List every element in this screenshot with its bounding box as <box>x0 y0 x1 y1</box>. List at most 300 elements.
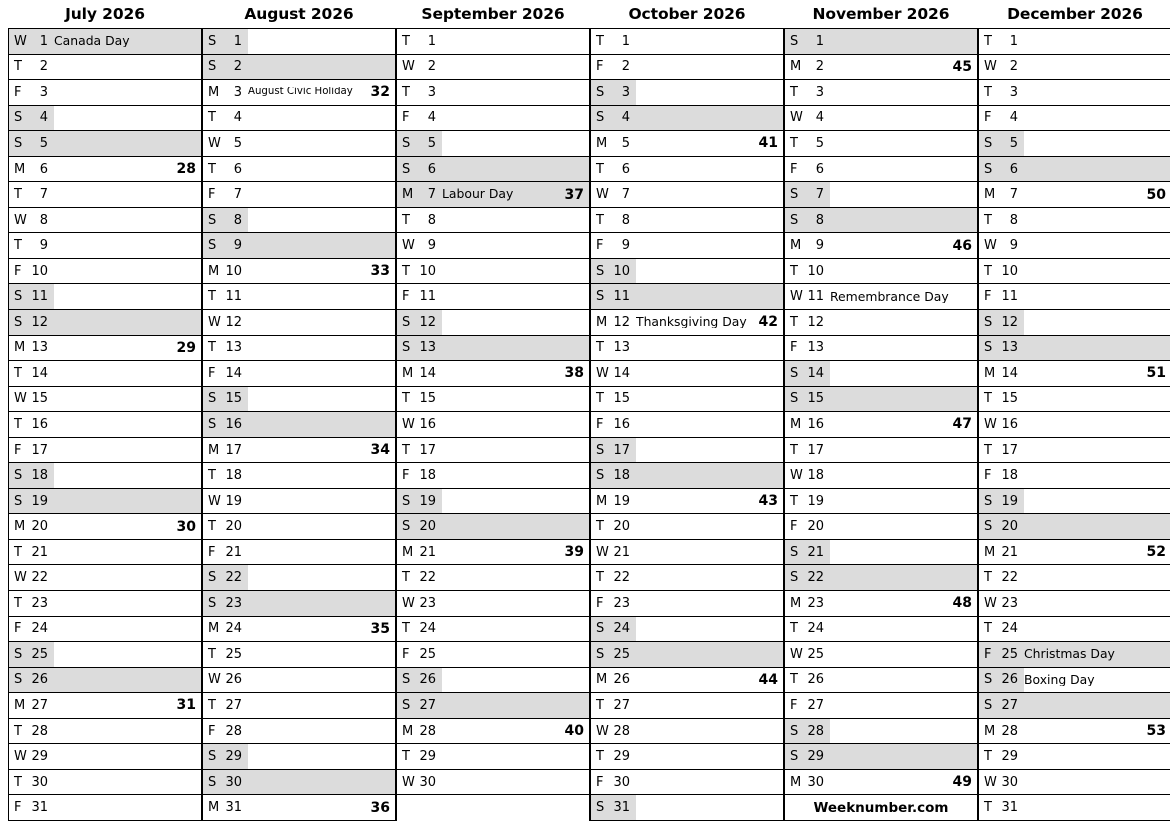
weekday-letter: S <box>208 391 217 407</box>
day-number: 18 <box>225 468 242 484</box>
day-row[interactable] <box>591 80 783 106</box>
day-row[interactable] <box>979 80 1170 106</box>
day-row[interactable] <box>397 182 589 208</box>
day-row[interactable] <box>203 157 395 183</box>
day-row[interactable] <box>591 514 783 540</box>
holiday-label: Canada Day <box>54 35 130 48</box>
day-row[interactable] <box>397 361 589 387</box>
weekday-letter: T <box>790 84 798 100</box>
day-row[interactable] <box>591 642 783 668</box>
day-row[interactable] <box>203 438 395 464</box>
day-row[interactable] <box>591 744 783 770</box>
day-row[interactable] <box>979 131 1170 157</box>
day-row[interactable] <box>785 744 977 770</box>
day-row[interactable] <box>979 412 1170 438</box>
day-row[interactable] <box>785 540 977 566</box>
day-row[interactable] <box>9 208 201 234</box>
day-row[interactable] <box>591 55 783 81</box>
day-row[interactable] <box>203 80 395 106</box>
day-row[interactable] <box>591 157 783 183</box>
day-row[interactable] <box>9 233 201 259</box>
weekday-letter: M <box>402 723 414 739</box>
day-row[interactable] <box>785 361 977 387</box>
day-row[interactable] <box>9 157 201 183</box>
day-row[interactable] <box>397 55 589 81</box>
day-row[interactable] <box>591 693 783 719</box>
day-cell-content <box>203 233 395 258</box>
day-row[interactable] <box>203 795 395 821</box>
day-number: 13 <box>807 340 824 356</box>
day-row[interactable] <box>591 770 783 796</box>
day-number: 24 <box>807 621 824 637</box>
day-row[interactable] <box>591 438 783 464</box>
day-row[interactable] <box>785 770 977 796</box>
day-cell-content <box>591 233 783 258</box>
day-row[interactable] <box>203 514 395 540</box>
day-row[interactable] <box>785 719 977 745</box>
weekday-letter: W <box>984 238 997 254</box>
day-row[interactable] <box>979 540 1170 566</box>
day-cell-content <box>591 80 783 105</box>
day-row[interactable] <box>9 361 201 387</box>
day-row[interactable] <box>979 157 1170 183</box>
day-cell-content <box>979 310 1170 335</box>
day-row[interactable] <box>591 540 783 566</box>
weekday-letter: T <box>402 84 410 100</box>
day-row[interactable] <box>785 514 977 540</box>
day-row[interactable] <box>9 284 201 310</box>
day-row[interactable] <box>397 770 589 796</box>
month-column <box>978 0 1170 821</box>
day-cell-content <box>397 412 589 437</box>
day-row[interactable] <box>203 361 395 387</box>
days-grid <box>396 28 590 821</box>
day-row[interactable] <box>397 284 589 310</box>
day-row[interactable] <box>979 182 1170 208</box>
day-row[interactable] <box>979 668 1170 694</box>
day-row[interactable] <box>397 489 589 515</box>
day-cell-content <box>591 412 783 437</box>
day-cell-content <box>9 157 201 182</box>
weekday-letter: T <box>208 289 216 305</box>
day-row[interactable] <box>979 438 1170 464</box>
day-row[interactable] <box>9 438 201 464</box>
day-row[interactable] <box>397 463 589 489</box>
day-row[interactable] <box>979 489 1170 515</box>
day-row[interactable] <box>203 591 395 617</box>
day-row[interactable] <box>591 489 783 515</box>
day-row[interactable] <box>591 106 783 132</box>
day-row[interactable] <box>785 489 977 515</box>
day-row[interactable] <box>591 565 783 591</box>
day-number: 24 <box>1001 621 1018 637</box>
day-row[interactable] <box>203 208 395 234</box>
day-row[interactable] <box>785 284 977 310</box>
day-number: 9 <box>815 238 824 254</box>
day-row[interactable] <box>9 565 201 591</box>
holiday-label: Boxing Day <box>1024 673 1095 687</box>
day-number: 14 <box>419 365 436 381</box>
day-row[interactable] <box>9 387 201 413</box>
weeknumber-credit: Weeknumber.com <box>785 795 977 821</box>
day-cell-content <box>397 617 589 642</box>
day-row[interactable] <box>397 514 589 540</box>
day-row[interactable] <box>9 412 201 438</box>
day-row[interactable] <box>979 719 1170 745</box>
weekday-letter: W <box>596 365 609 381</box>
holiday-label: Remembrance Day <box>830 290 949 303</box>
day-cell-content <box>979 387 1170 412</box>
day-cell-content <box>785 540 977 565</box>
day-row[interactable] <box>591 182 783 208</box>
day-row[interactable] <box>9 540 201 566</box>
day-row[interactable] <box>9 489 201 515</box>
day-cell-content <box>591 489 783 514</box>
day-row[interactable] <box>9 29 201 55</box>
day-number: 25 <box>225 646 242 662</box>
day-number: 4 <box>427 110 436 126</box>
day-row[interactable] <box>979 770 1170 796</box>
week-number: 47 <box>952 416 972 433</box>
day-cell-content <box>203 310 395 335</box>
day-row[interactable] <box>785 259 977 285</box>
day-row[interactable] <box>591 310 783 336</box>
weekday-letter: T <box>14 774 22 790</box>
day-row[interactable] <box>9 259 201 285</box>
weekday-letter: T <box>14 416 22 432</box>
weekday-letter: W <box>402 416 415 432</box>
weekday-letter: S <box>984 493 993 509</box>
day-row[interactable] <box>591 233 783 259</box>
day-row[interactable] <box>591 463 783 489</box>
day-number: 17 <box>1001 442 1018 458</box>
weekday-letter: F <box>14 442 22 458</box>
day-row[interactable] <box>979 259 1170 285</box>
day-row[interactable] <box>397 387 589 413</box>
weekday-letter: W <box>14 33 27 49</box>
day-row[interactable] <box>785 642 977 668</box>
day-row[interactable] <box>203 617 395 643</box>
day-row[interactable] <box>979 106 1170 132</box>
day-row[interactable] <box>203 719 395 745</box>
month-column <box>396 0 590 821</box>
day-row[interactable] <box>397 157 589 183</box>
day-row[interactable] <box>785 157 977 183</box>
day-number: 27 <box>419 697 436 713</box>
day-row[interactable] <box>203 540 395 566</box>
day-cell-content <box>979 29 1170 54</box>
day-cell-content <box>203 55 395 80</box>
day-cell-content <box>397 387 589 412</box>
day-number: 2 <box>1009 59 1018 75</box>
day-row[interactable] <box>979 591 1170 617</box>
day-number: 20 <box>31 519 48 535</box>
weekday-letter: F <box>984 289 992 305</box>
day-number: 16 <box>419 416 436 432</box>
day-number: 13 <box>225 340 242 356</box>
week-number: 52 <box>1146 544 1166 561</box>
day-row[interactable] <box>785 617 977 643</box>
day-row[interactable] <box>785 55 977 81</box>
weekday-letter: S <box>14 135 23 151</box>
weekday-letter: T <box>790 135 798 151</box>
day-row[interactable] <box>591 412 783 438</box>
day-row[interactable] <box>397 744 589 770</box>
day-row[interactable] <box>397 233 589 259</box>
day-cell-content <box>397 438 589 463</box>
day-cell-content <box>591 157 783 182</box>
weekday-letter: T <box>984 749 992 765</box>
weekday-letter: S <box>14 468 23 484</box>
day-row[interactable] <box>397 29 589 55</box>
day-row[interactable] <box>979 29 1170 55</box>
day-row[interactable] <box>203 565 395 591</box>
day-row[interactable] <box>9 642 201 668</box>
weekday-letter: S <box>984 697 993 713</box>
day-cell-content <box>397 29 589 54</box>
weekday-letter: S <box>790 723 799 739</box>
weekday-letter: M <box>984 544 996 560</box>
weekday-letter: F <box>596 59 604 75</box>
day-cell-content <box>979 336 1170 361</box>
day-row[interactable] <box>397 565 589 591</box>
week-number: 41 <box>758 135 778 152</box>
day-row[interactable] <box>785 412 977 438</box>
day-row[interactable] <box>979 463 1170 489</box>
day-row[interactable] <box>979 361 1170 387</box>
day-row[interactable] <box>397 131 589 157</box>
day-cell-content <box>397 106 589 131</box>
day-row[interactable] <box>9 55 201 81</box>
day-number: 30 <box>31 774 48 790</box>
weekday-letter: W <box>14 749 27 765</box>
day-cell-content <box>591 182 783 207</box>
day-number: 26 <box>613 672 630 688</box>
day-row[interactable] <box>203 310 395 336</box>
day-row[interactable] <box>785 310 977 336</box>
day-row[interactable] <box>591 29 783 55</box>
day-row[interactable] <box>9 182 201 208</box>
day-number: 21 <box>31 544 48 560</box>
day-row[interactable] <box>785 387 977 413</box>
day-row[interactable] <box>785 233 977 259</box>
day-row[interactable] <box>785 693 977 719</box>
day-row[interactable] <box>785 80 977 106</box>
day-row[interactable] <box>591 668 783 694</box>
day-row[interactable] <box>979 642 1170 668</box>
day-row[interactable] <box>979 310 1170 336</box>
day-row[interactable] <box>979 336 1170 362</box>
weekday-letter: T <box>402 442 410 458</box>
day-row[interactable] <box>397 617 589 643</box>
day-number: 1 <box>233 33 242 49</box>
day-row[interactable] <box>979 233 1170 259</box>
day-row[interactable] <box>397 208 589 234</box>
day-row[interactable] <box>785 131 977 157</box>
day-row[interactable] <box>203 642 395 668</box>
day-row[interactable] <box>591 591 783 617</box>
day-cell-content <box>9 208 201 233</box>
day-number: 20 <box>225 519 242 535</box>
weekday-letter: S <box>402 697 411 713</box>
day-cell-content <box>397 284 589 309</box>
months-row <box>8 0 1166 821</box>
day-row[interactable] <box>397 259 589 285</box>
day-row[interactable] <box>397 540 589 566</box>
day-row[interactable] <box>785 668 977 694</box>
day-cell-content <box>979 284 1170 309</box>
day-cell-content <box>397 55 589 80</box>
day-row[interactable] <box>9 617 201 643</box>
day-row[interactable] <box>591 284 783 310</box>
day-number: 11 <box>31 289 48 305</box>
day-cell-content <box>979 361 1170 386</box>
day-row[interactable] <box>9 106 201 132</box>
day-row[interactable] <box>9 310 201 336</box>
day-row[interactable] <box>785 208 977 234</box>
weekday-letter: F <box>14 800 22 816</box>
day-row[interactable] <box>203 744 395 770</box>
day-row[interactable] <box>591 795 783 821</box>
day-row[interactable] <box>203 770 395 796</box>
day-row[interactable] <box>9 131 201 157</box>
day-row[interactable] <box>203 259 395 285</box>
day-row[interactable] <box>203 284 395 310</box>
day-row[interactable] <box>203 387 395 413</box>
day-row[interactable] <box>203 131 395 157</box>
day-cell-content <box>785 744 977 769</box>
weekday-letter: S <box>596 84 605 100</box>
day-row[interactable] <box>591 131 783 157</box>
day-row[interactable] <box>591 387 783 413</box>
day-row[interactable] <box>591 361 783 387</box>
day-row[interactable] <box>979 565 1170 591</box>
day-number: 16 <box>807 416 824 432</box>
day-row[interactable] <box>397 693 589 719</box>
day-cell-content <box>203 489 395 514</box>
day-row[interactable] <box>785 565 977 591</box>
day-row[interactable] <box>591 719 783 745</box>
day-row[interactable] <box>203 693 395 719</box>
day-row[interactable] <box>591 336 783 362</box>
day-row[interactable] <box>9 591 201 617</box>
weekday-letter: T <box>984 800 992 816</box>
day-cell-content <box>9 463 201 488</box>
day-row[interactable] <box>979 514 1170 540</box>
day-row[interactable] <box>203 233 395 259</box>
day-row[interactable] <box>203 412 395 438</box>
day-row[interactable] <box>785 438 977 464</box>
day-number: 11 <box>1001 289 1018 305</box>
day-row[interactable] <box>203 336 395 362</box>
day-row[interactable] <box>979 387 1170 413</box>
day-row[interactable] <box>397 438 589 464</box>
day-row[interactable] <box>9 693 201 719</box>
day-row[interactable] <box>397 412 589 438</box>
day-row[interactable] <box>785 591 977 617</box>
day-row[interactable] <box>785 463 977 489</box>
day-row[interactable] <box>979 693 1170 719</box>
day-number: 3 <box>39 84 48 100</box>
day-row[interactable] <box>591 617 783 643</box>
day-number: 18 <box>807 468 824 484</box>
day-row[interactable] <box>979 55 1170 81</box>
weekday-letter: T <box>402 263 410 279</box>
day-row[interactable] <box>9 744 201 770</box>
day-row[interactable] <box>785 336 977 362</box>
day-cell-content <box>591 208 783 233</box>
day-row[interactable] <box>979 208 1170 234</box>
day-number: 23 <box>1001 595 1018 611</box>
day-row[interactable] <box>9 336 201 362</box>
day-row[interactable] <box>979 617 1170 643</box>
day-row[interactable] <box>397 106 589 132</box>
day-row[interactable] <box>9 514 201 540</box>
weekday-letter: W <box>984 595 997 611</box>
day-row[interactable] <box>9 719 201 745</box>
day-row[interactable] <box>591 259 783 285</box>
weekday-letter: S <box>790 187 799 203</box>
day-cell-content <box>203 693 395 718</box>
day-row[interactable] <box>203 463 395 489</box>
day-row[interactable] <box>397 668 589 694</box>
day-row[interactable] <box>203 55 395 81</box>
day-row[interactable] <box>397 336 589 362</box>
day-row[interactable] <box>203 668 395 694</box>
day-row[interactable] <box>203 489 395 515</box>
day-row[interactable] <box>397 310 589 336</box>
day-row[interactable] <box>979 284 1170 310</box>
day-row[interactable] <box>397 642 589 668</box>
day-row[interactable] <box>397 80 589 106</box>
day-number: 10 <box>807 263 824 279</box>
day-cell-content <box>203 770 395 795</box>
day-row[interactable] <box>9 770 201 796</box>
day-number: 3 <box>621 84 630 100</box>
day-cell-content <box>9 259 201 284</box>
day-row[interactable] <box>203 29 395 55</box>
day-number: 9 <box>427 238 436 254</box>
day-row[interactable] <box>785 106 977 132</box>
day-row[interactable] <box>785 182 977 208</box>
day-row[interactable] <box>9 795 201 821</box>
day-row[interactable] <box>397 591 589 617</box>
day-row[interactable] <box>397 719 589 745</box>
day-row[interactable] <box>979 744 1170 770</box>
weekday-letter: S <box>14 289 23 305</box>
day-row[interactable] <box>203 106 395 132</box>
weekday-letter: F <box>208 723 216 739</box>
days-grid <box>8 28 202 821</box>
weekday-letter: S <box>596 289 605 305</box>
weekday-letter: S <box>790 33 799 49</box>
weekday-letter: T <box>596 340 604 356</box>
day-row[interactable] <box>9 80 201 106</box>
day-row[interactable] <box>9 463 201 489</box>
day-number: 19 <box>31 493 48 509</box>
day-row[interactable] <box>9 668 201 694</box>
day-number: 22 <box>613 570 630 586</box>
day-row[interactable] <box>591 208 783 234</box>
day-row[interactable] <box>785 29 977 55</box>
day-cell-content <box>785 565 977 590</box>
weekday-letter: T <box>984 442 992 458</box>
day-row[interactable] <box>979 795 1170 821</box>
day-cell-content <box>203 463 395 488</box>
day-row[interactable] <box>203 182 395 208</box>
day-number: 21 <box>225 544 242 560</box>
day-cell-content <box>9 540 201 565</box>
